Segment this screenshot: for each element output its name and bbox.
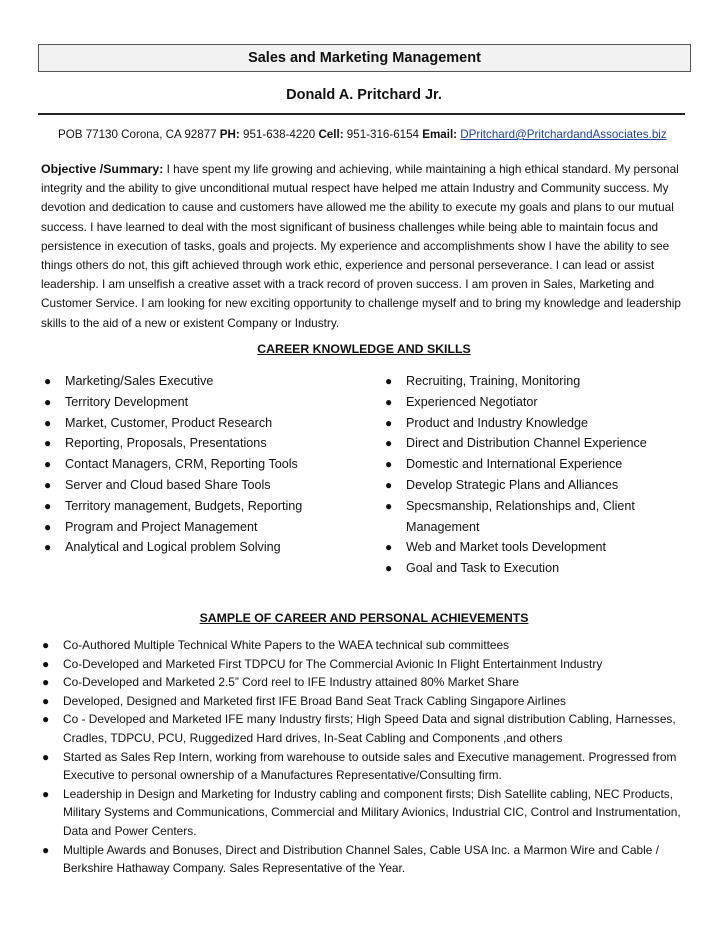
- bullet-icon: ●: [42, 749, 50, 764]
- email-link[interactable]: DPritchard@PritchardandAssociates.biz: [460, 128, 667, 141]
- list-item: ● Contact Managers, CRM, Reporting Tools: [43, 454, 363, 475]
- list-item: ● Web and Market tools Development: [384, 537, 684, 558]
- bullet-icon: ●: [385, 457, 393, 472]
- contact-line: [58, 128, 667, 141]
- phone-label: PH:: [219, 128, 240, 141]
- list-item: ● Territory Development: [43, 392, 363, 413]
- bullet-icon: ●: [42, 693, 50, 708]
- bullet-icon: ●: [385, 415, 393, 430]
- list-item: ● Direct and Distribution Channel Experience: [384, 433, 684, 454]
- list-item: ● Reporting, Proposals, Presentations: [43, 433, 363, 454]
- bullet-icon: ●: [44, 374, 52, 388]
- skills-heading: CAREER KNOWLEDGE AND SKILLS: [257, 342, 471, 356]
- list-item: ● Analytical and Logical problem Solving: [43, 537, 363, 558]
- list-item: ● Multiple Awards and Bonuses, Direct and Distribution Channel Sales, Cable USA Inc. a Marmon Wire and Cable / Berkshire Hathaway Company. Sales Representative of the Year.: [42, 842, 659, 876]
- list-item: ● Recruiting, Training, Monitoring: [384, 371, 684, 392]
- bullet-icon: ●: [44, 415, 52, 430]
- bullet-icon: ●: [44, 477, 52, 492]
- objective-label: Objective /Summary:: [41, 162, 164, 176]
- bullet-icon: ●: [42, 786, 50, 801]
- list-item: ● Server and Cloud based Share Tools: [43, 475, 363, 496]
- list-item: ● Co-Developed and Marketed First TDPCU for The Commercial Avionic In Flight Entertainment Industry: [41, 655, 689, 674]
- document-title: Sales and Marketing Management: [38, 44, 691, 72]
- list-item: ● Co-Developed and Marketed 2.5” Cord reel to IFE Industry attained 80% Market Share: [41, 673, 689, 692]
- skills-right-list: [384, 371, 684, 579]
- bullet-icon: ●: [385, 540, 393, 555]
- bullet-icon: ●: [42, 638, 50, 652]
- list-item: ● Developed, Designed and Marketed first IFE Broad Band Seat Track Cabling Singapore Airlines: [41, 692, 689, 711]
- candidate-name: Donald A. Pritchard Jr.: [286, 87, 442, 103]
- bullet-icon: ●: [385, 477, 393, 492]
- address: POB 77130 Corona, CA 92877: [58, 128, 217, 141]
- bullet-icon: ●: [44, 540, 52, 555]
- bullet-icon: ●: [44, 436, 52, 451]
- bullet-icon: ●: [385, 436, 393, 451]
- bullet-icon: ●: [42, 842, 50, 857]
- list-item: ● Marketing/Sales Executive: [43, 371, 363, 392]
- list-item: ● Leadership in Design and Marketing for Industry cabling and component firsts; Dish Satellite cabling, NEC Products, Military Systems and Communications, Commercial and Military Avionics, Industrial CIC, Control and Instrumentation, Data and Power Centers.: [42, 786, 681, 838]
- achievements-heading: SAMPLE OF CAREER AND PERSONAL ACHIEVEMENTS: [199, 611, 529, 625]
- cell-label: Cell:: [318, 128, 344, 141]
- list-item: ● Specsmanship, Relationships and, Client Management: [384, 496, 684, 538]
- skills-left-list: [43, 371, 363, 558]
- bullet-icon: ●: [385, 561, 393, 576]
- phone: 951-638-4220: [243, 128, 316, 141]
- bullet-icon: ●: [42, 656, 50, 671]
- email-label: Email:: [422, 128, 458, 141]
- achievements-list: [41, 636, 689, 878]
- list-item: ● Co - Developed and Marketed IFE many Industry firsts; High Speed Data and signal distribution Cabling, Harnesses, Cradles, TDPCU, PCU, Ruggedized Hard drives, In-Seat Cabling and Components ,and others: [42, 712, 676, 745]
- list-item: ● Co-Authored Multiple Technical White Papers to the WAEA technical sub committees: [41, 636, 689, 655]
- list-item: ● Program and Project Management: [43, 517, 363, 538]
- objective-summary: [41, 160, 689, 333]
- list-item: ● Started as Sales Rep Intern, working from warehouse to outside sales and Executive management. Progressed from Executive to personal ownership of a Manufactures Representative/Consulting firm.: [42, 749, 677, 783]
- bullet-icon: ●: [42, 675, 50, 690]
- list-item: ● Product and Industry Knowledge: [384, 413, 684, 434]
- objective-text: I have spent my life growing and achieving, while maintaining a high ethical standard. My personal integrity and the ability to give unconditional mutual respect have helped me attain Industry and Community success. My devotion and dedication to cause and customers have allowed me the ability to execute my goals and plans to our mutual success. I have learned to deal with the most significant of business challenges while being able to maintain focus and persistence in execution of tasks, goals and projects. My experience and accomplishments show I have the ability to see things others do not, this gift achieved through work ethic, experience and personal perseverance. I can lead or assist leadership. I am unselfish a creative asset with a track record of proven success. I am proven in Sales, Marketing and Customer Service. I am looking for new exciting opportunity to challenge myself and to bring my knowledge and leadership skills to the aid of a new or existent Company or Industry.: [41, 162, 681, 330]
- list-item: ● Develop Strategic Plans and Alliances: [384, 475, 684, 496]
- bullet-icon: ●: [44, 498, 52, 513]
- cell: 951-316-6154: [346, 128, 419, 141]
- bullet-icon: ●: [44, 394, 52, 409]
- list-item: ● Domestic and International Experience: [384, 454, 684, 475]
- header-divider: [38, 113, 685, 115]
- list-item: ● Goal and Task to Execution: [384, 558, 684, 579]
- bullet-icon: ●: [385, 394, 393, 409]
- bullet-icon: ●: [44, 457, 52, 472]
- bullet-icon: ●: [42, 712, 50, 727]
- bullet-icon: ●: [385, 374, 393, 388]
- list-item: ● Experienced Negotiator: [384, 392, 684, 413]
- bullet-icon: ●: [44, 519, 52, 534]
- list-item: ● Market, Customer, Product Research: [43, 413, 363, 434]
- bullet-icon: ●: [385, 498, 393, 513]
- list-item: ● Territory management, Budgets, Reporting: [43, 496, 363, 517]
